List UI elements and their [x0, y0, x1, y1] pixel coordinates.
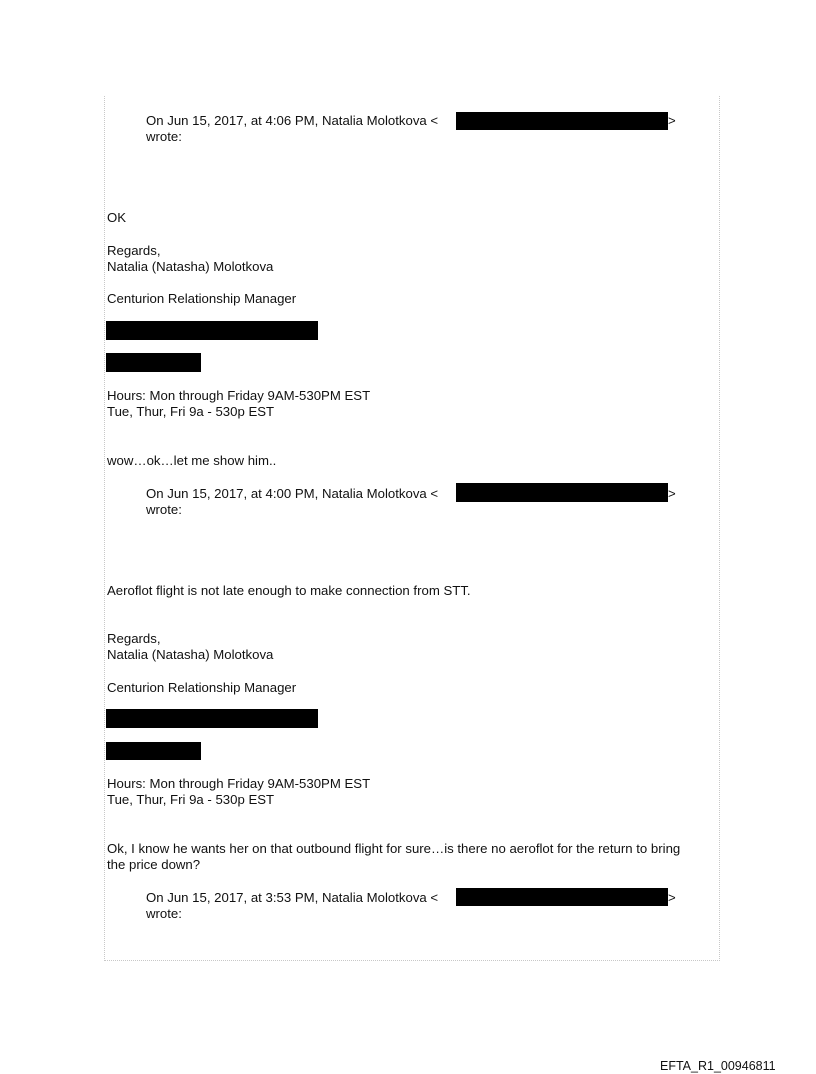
signature-name: Natalia (Natasha) Molotkova	[107, 259, 274, 274]
quote-header-1-wrote: wrote:	[146, 129, 182, 144]
redacted-contact-2a	[106, 709, 318, 728]
signature-name: Natalia (Natasha) Molotkova	[107, 647, 274, 662]
signature-title: Centurion Relationship Manager	[107, 680, 297, 695]
redacted-email-1	[456, 112, 668, 130]
quote-header-2-wrote: wrote:	[146, 502, 182, 517]
redacted-email-3	[456, 888, 668, 906]
message-wow: wow…ok…let me show him..	[107, 453, 277, 468]
signature-hours-alt: Tue, Thur, Fri 9a - 530p EST	[107, 792, 275, 807]
email-thread-frame	[104, 96, 720, 961]
message-outbound-line1: Ok, I know he wants her on that outbound flight for sure…is there no aeroflot for the return to bring	[107, 841, 681, 856]
quote-header-2-close: >	[668, 486, 676, 501]
signature-hours: Hours: Mon through Friday 9AM-530PM EST	[107, 388, 371, 403]
signature-hours: Hours: Mon through Friday 9AM-530PM EST	[107, 776, 371, 791]
signature-title: Centurion Relationship Manager	[107, 291, 297, 306]
redacted-email-2	[456, 483, 668, 502]
redacted-contact-1a	[106, 321, 318, 340]
signature-regards: Regards,	[107, 631, 161, 646]
message-outbound-line2: the price down?	[107, 857, 201, 872]
signature-regards: Regards,	[107, 243, 161, 258]
redacted-contact-1b	[106, 353, 201, 372]
message-aeroflot: Aeroflot flight is not late enough to make connection from STT.	[107, 583, 471, 598]
document-id: EFTA_R1_00946811	[660, 1059, 776, 1073]
quote-header-3-wrote: wrote:	[146, 906, 182, 921]
signature-hours-alt: Tue, Thur, Fri 9a - 530p EST	[107, 404, 275, 419]
quote-header-1-close: >	[668, 113, 676, 128]
message-ok: OK	[107, 210, 127, 225]
quote-header-3: On Jun 15, 2017, at 3:53 PM, Natalia Molotkova <	[146, 890, 439, 905]
quote-header-2: On Jun 15, 2017, at 4:00 PM, Natalia Molotkova <	[146, 486, 439, 501]
quote-header-1: On Jun 15, 2017, at 4:06 PM, Natalia Molotkova <	[146, 113, 439, 128]
redacted-contact-2b	[106, 742, 201, 760]
quote-header-3-close: >	[668, 890, 676, 905]
